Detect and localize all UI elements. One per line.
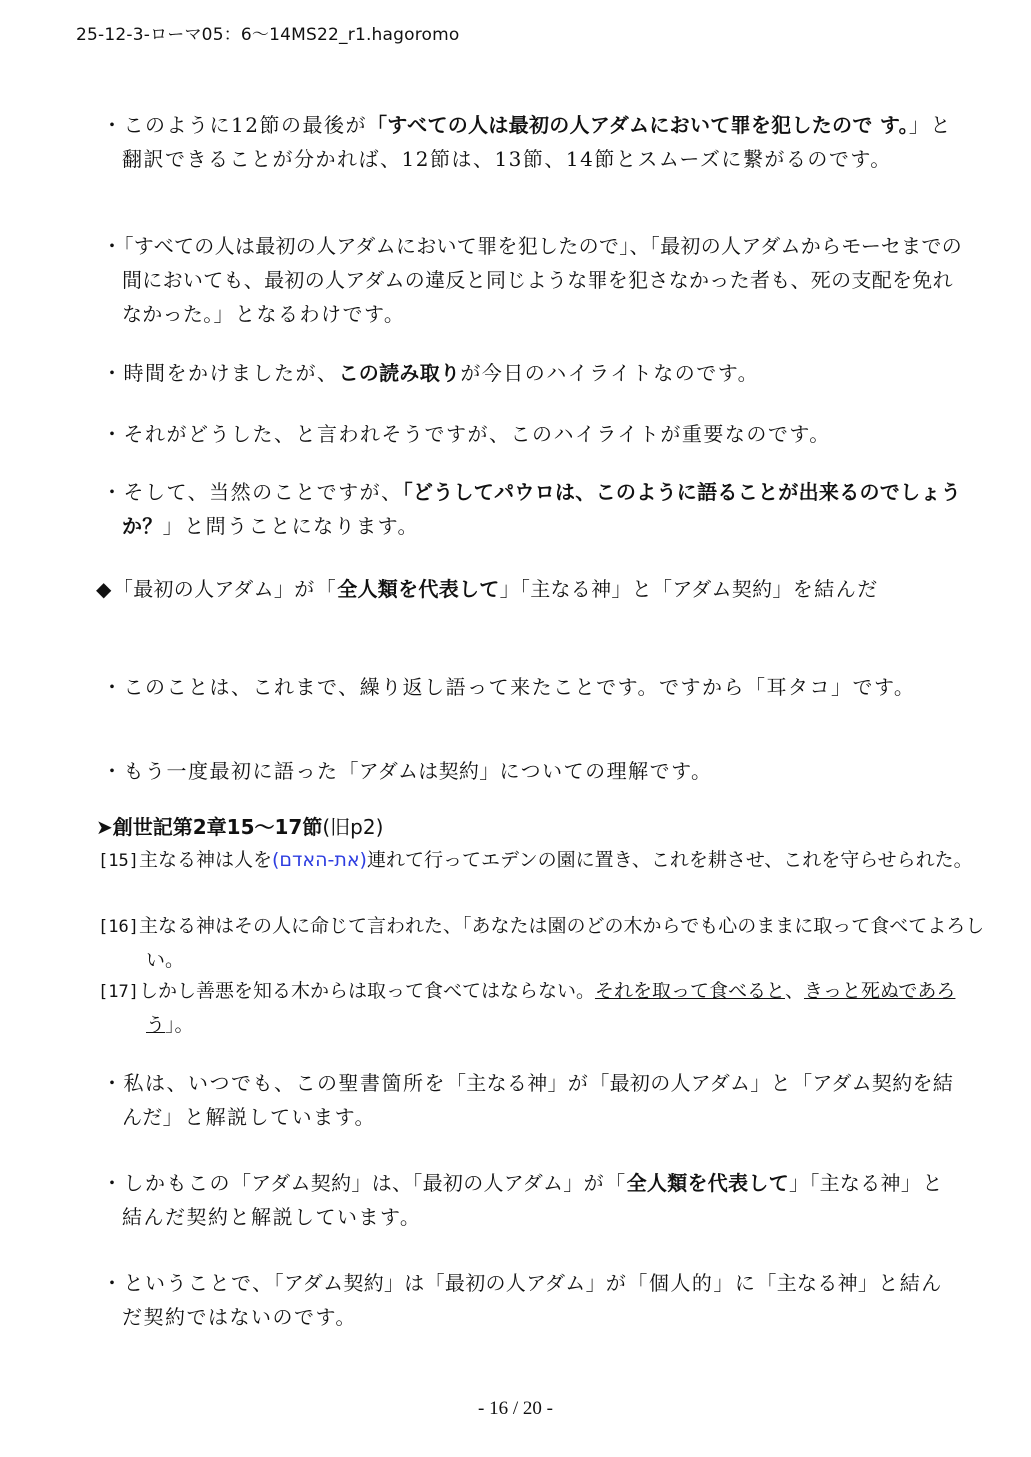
hebrew-term: (את-האדם) xyxy=(271,849,367,871)
verse-text: 、 xyxy=(784,980,804,1002)
paragraph-6: ・このことは、これまで、繰り返し語って来たことです。ですから「耳タコ」です。 xyxy=(102,675,916,699)
scripture-ref-note: (旧p2) xyxy=(322,815,384,839)
p1-text-b: 「すべての人は最初の人アダムにおいて罪を犯したので す。 xyxy=(366,113,909,137)
heading-text-e: と「アダム契約」 xyxy=(631,577,793,601)
p10-text-d: 「主なる神」 xyxy=(756,1271,879,1295)
verse-text: 主なる神は人を xyxy=(138,849,272,871)
scripture-ref-label: ➤創世記第2章15〜17節 xyxy=(96,815,323,839)
p7-text-a: もう一度最初に語った xyxy=(123,759,339,783)
paragraph-2: ・「すべての人は最初の人アダムにおいて罪を犯したので」、「最初の人アダムからモーセまでの間においても、最初の人アダムの違反と同じような罪を犯さなかった者も、死の支配を免れなかった。」となるわけです。 xyxy=(102,234,962,326)
p8-text-c: が xyxy=(567,1071,590,1095)
verse-text: しかし善悪を知る木からは取って食べてはならない。 xyxy=(138,980,595,1002)
p3-text-b: この読み取り xyxy=(338,361,461,385)
verse-number: [15] xyxy=(98,851,139,871)
heading-text-c: 全人類を代表して xyxy=(337,577,500,601)
p6-text-a: このことは、これまで、繰り返し語って来たことです。ですから「耳タコ」です。 xyxy=(123,675,916,699)
p4-text-a: それがどうした、と言われそうですが、このハイライトが重要なのです。 xyxy=(123,422,831,446)
verse-15 xyxy=(98,844,986,878)
p3-text-c: が今日のハイライトなのです。 xyxy=(460,361,760,385)
paragraph-8: ・私は、いつでも、この聖書箇所を「主なる神」が「最初の人アダム」と「アダム契約を結んだ」と解説しています。 xyxy=(102,1071,954,1129)
heading-text-f: を結んだ xyxy=(792,577,879,601)
paragraph-1: ・このように12節の最後が「すべての人は最初の人アダムにおいて罪を犯したので す。」と翻訳できることが分かれば、12節は、13節、14節とスムーズに繋がるのです。 xyxy=(102,113,952,171)
underlined-text: きっと死ぬであろう xyxy=(146,980,956,1036)
p9-text-d: 全人類を代表して xyxy=(626,1171,790,1195)
p5-text-a: そして、当然のことですが、 xyxy=(123,480,403,504)
paragraph-10: ・ということで、「アダム契約」は「最初の人アダム」が「個人的」に「主なる神」と結んだ契約ではないのです。 xyxy=(102,1271,943,1329)
p8-text-b: 「主なる神」 xyxy=(446,1071,568,1095)
p1-text-a: このように12節の最後が xyxy=(123,113,367,137)
page-number: - 16 / 20 - xyxy=(478,1398,553,1419)
verse-number: [16] xyxy=(98,917,139,937)
p8-text-f: 「アダム契約を結んだ xyxy=(122,1071,954,1129)
document-header: 25-12-3-ローマ05：6〜14MS22_r1.hagoromo xyxy=(76,25,460,45)
p8-text-e: と xyxy=(770,1071,793,1095)
paragraph-7: ・もう一度最初に語った「アダムは契約」についての理解です。 xyxy=(102,759,713,783)
section-heading xyxy=(96,572,974,606)
p9-text-f: 」と結んだ契約と解説しています。 xyxy=(122,1171,944,1229)
paragraph-5: ・そして、当然のことですが、「どうしてパウロは、このように語ることが出来るのでしょうか？」と問うことになります。 xyxy=(102,480,962,538)
p9-text-e: 」「主なる神 xyxy=(789,1171,901,1195)
verse-17 xyxy=(98,975,986,1042)
p3-text-a: 時間をかけましたが、 xyxy=(123,361,339,385)
verse-16 xyxy=(98,910,986,977)
p9-text-c: が「 xyxy=(583,1171,627,1195)
paragraph-3: ・時間をかけましたが、この読み取りが今日のハイライトなのです。 xyxy=(102,361,760,385)
p9-text-b: 「アダム契約」は、「最初の人アダム」 xyxy=(231,1171,584,1195)
heading-text-d: 」「主なる神」 xyxy=(499,577,632,601)
verse-text: 主なる神はその人に命じて言われた、「あなたは園のどの木からでも心のままに取って食べてよろしい。 xyxy=(138,915,985,971)
p2-text-b: 」となるわけです。 xyxy=(213,302,406,326)
p10-text-b: 「アダム契約」は「最初の人アダム」 xyxy=(273,1271,606,1295)
paragraph-4: ・それがどうした、と言われそうですが、このハイライトが重要なのです。 xyxy=(102,422,831,446)
paragraph-9: ・しかもこの「アダム契約」は、「最初の人アダム」が「全人類を代表して」「主なる神」と結んだ契約と解説しています。 xyxy=(102,1171,944,1229)
verse-text: 連れて行ってエデンの園に置き、これを耕させ、これを守らせられた。 xyxy=(366,849,973,871)
p7-text-b: 「アダムは契約」 xyxy=(338,759,500,783)
diamond-icon: ◆ xyxy=(96,577,113,601)
scripture-reference xyxy=(96,812,383,842)
p7-text-c: についての理解です。 xyxy=(499,759,713,783)
p1-text-c: 」と翻訳できることが分かれば、12節は、13節、14節とスムーズに繋がるのです。 xyxy=(122,113,952,171)
p2-text-a: 「すべての人は最初の人アダムにおいて罪を犯したので」、「最初の人アダムからモーセまでの間においても、最初の人アダムの違反と同じような罪を犯さなかった者も、死の支配を免れなかった。 xyxy=(122,234,962,326)
p5-text-c: 」と問うことになります。 xyxy=(162,514,420,538)
p5-text-b: 「どうしてパウロは、このように語ることが出来るのでしょうか？ xyxy=(122,480,962,538)
heading-text-a: 「最初の人アダム」 xyxy=(112,577,295,601)
p10-text-a: ということで、 xyxy=(123,1271,274,1295)
p10-text-e: と結んだ契約ではないのです。 xyxy=(122,1271,943,1329)
p8-text-g: 」と解説しています。 xyxy=(162,1105,377,1129)
verse-number: [17] xyxy=(98,982,139,1002)
heading-text-b: が「 xyxy=(294,577,338,601)
p9-text-a: しかもこの xyxy=(123,1171,231,1195)
p8-text-a: 私は、いつでも、この聖書箇所を xyxy=(123,1071,446,1095)
verse-text: 」。 xyxy=(165,1014,194,1036)
underlined-text: それを取って食べると xyxy=(594,980,785,1002)
p10-text-c: が「個人的」に xyxy=(605,1271,757,1295)
p8-text-d: 「最初の人アダム」 xyxy=(589,1071,771,1095)
